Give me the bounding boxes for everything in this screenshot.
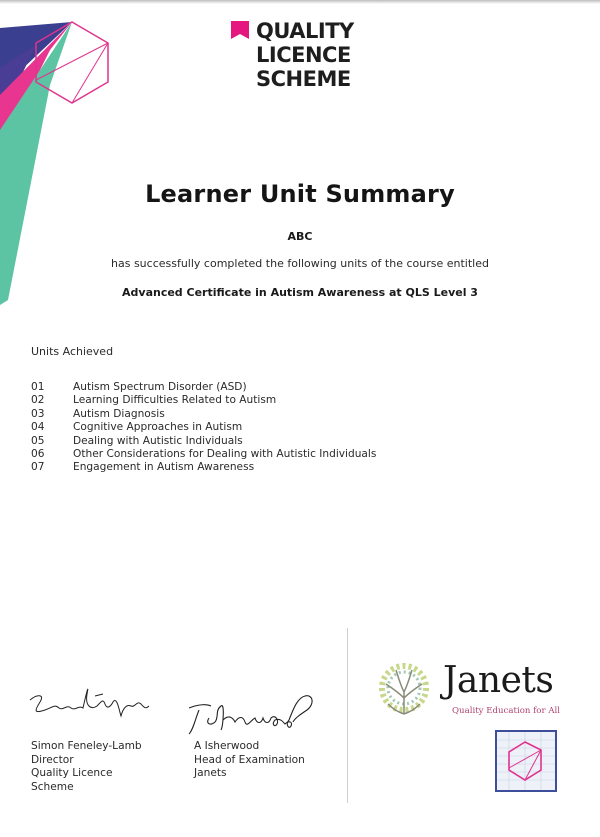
signatory-feneley-lamb bbox=[31, 740, 142, 794]
unit-number: 07 bbox=[31, 461, 45, 474]
signatory-role: Director bbox=[31, 753, 74, 766]
unit-number: 01 bbox=[31, 381, 45, 393]
signatory-org: Janets bbox=[194, 767, 227, 780]
unit-name: Learning Difficulties Related to Autism bbox=[73, 394, 277, 407]
unit-row bbox=[31, 448, 376, 461]
signatory-role: Head of Examination bbox=[194, 753, 305, 766]
signatory-name: Simon Feneley-Lamb bbox=[31, 740, 142, 752]
logo-text-line-1: QUALITY bbox=[256, 19, 354, 43]
signature-isherwood bbox=[185, 690, 325, 740]
unit-name: Other Considerations for Dealing with Autistic Individuals bbox=[73, 448, 377, 461]
qls-hexagon-badge-icon bbox=[495, 730, 557, 792]
unit-number: 05 bbox=[31, 434, 45, 447]
unit-row bbox=[31, 394, 376, 407]
units-heading: Units Achieved bbox=[31, 345, 114, 358]
logo-text-line-2: LICENCE bbox=[256, 43, 351, 67]
logo-text-line-3: SCHEME bbox=[256, 67, 351, 91]
unit-name: Autism Diagnosis bbox=[73, 407, 165, 420]
course-title: Advanced Certificate in Autism Awareness at QLS Level 3 bbox=[122, 286, 478, 299]
bookmark-flag-icon bbox=[231, 21, 249, 39]
tree-logo-icon bbox=[370, 658, 438, 720]
unit-number: 02 bbox=[31, 394, 45, 407]
unit-row bbox=[31, 408, 376, 421]
unit-number: 06 bbox=[31, 448, 45, 461]
intro-text: has successfully completed the following units of the course entitled bbox=[111, 257, 489, 270]
unit-name: Autism Spectrum Disorder (ASD) bbox=[73, 381, 247, 393]
signatory-isherwood bbox=[194, 740, 305, 781]
unit-row bbox=[31, 421, 376, 434]
unit-row bbox=[31, 381, 376, 394]
unit-row bbox=[31, 435, 376, 448]
unit-number: 04 bbox=[31, 421, 45, 434]
page-title: Learner Unit Summary bbox=[145, 180, 455, 208]
corner-decoration-icon bbox=[0, 0, 200, 320]
janets-logo-text: Janets bbox=[443, 660, 554, 701]
signatory-org: Quality Licence bbox=[31, 767, 113, 780]
janets-tagline: Quality Education for All bbox=[452, 706, 561, 716]
signatory-org-cont: Scheme bbox=[31, 780, 74, 793]
signatory-name: A Isherwood bbox=[194, 740, 260, 752]
vertical-divider bbox=[347, 628, 348, 803]
unit-name: Engagement in Autism Awareness bbox=[73, 461, 255, 474]
signature-feneley-lamb bbox=[25, 680, 160, 730]
learner-name: ABC bbox=[287, 230, 313, 243]
unit-name: Dealing with Autistic Individuals bbox=[73, 434, 243, 447]
unit-name: Cognitive Approaches in Autism bbox=[73, 421, 243, 434]
units-list bbox=[31, 381, 376, 475]
unit-row bbox=[31, 461, 376, 474]
unit-number: 03 bbox=[31, 407, 45, 420]
qls-logo bbox=[230, 20, 380, 95]
